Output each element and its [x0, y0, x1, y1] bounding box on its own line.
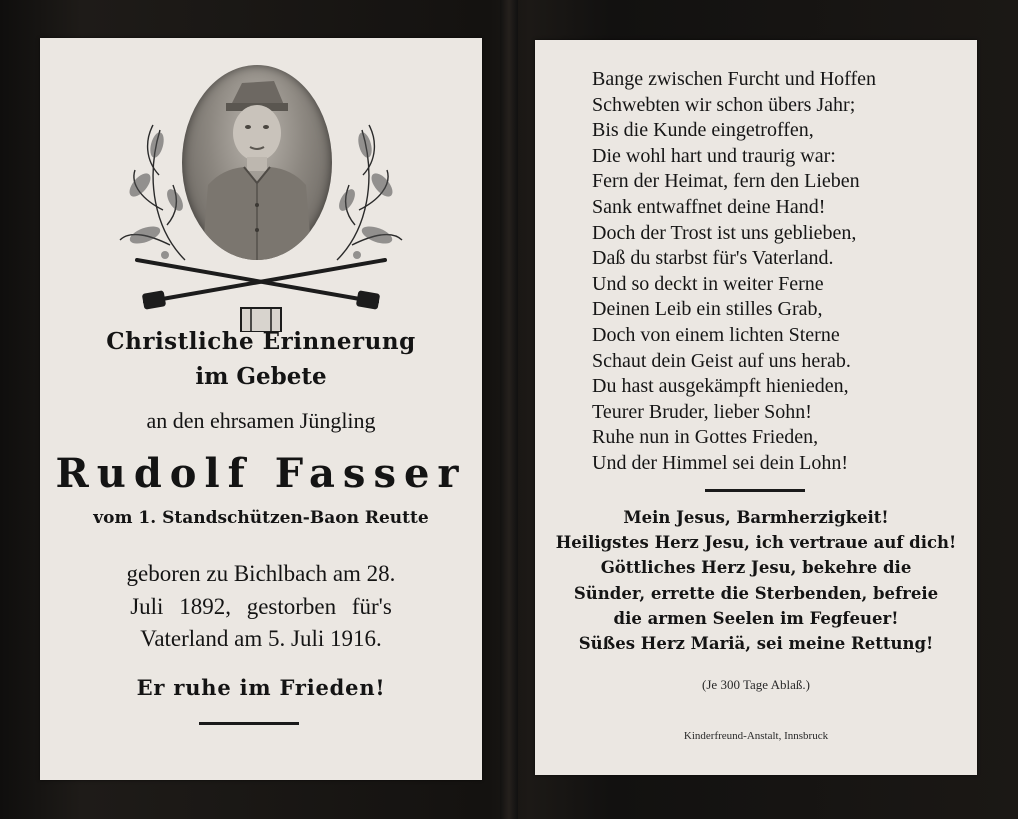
memorial-poem — [592, 67, 972, 477]
prayer-line: Sünder, errette die Sterbenden, befreie — [573, 583, 939, 603]
indulgence-note: (Je 300 Tage Ablaß.) — [702, 677, 810, 692]
poem-line: Doch von einem lichten Sterne — [592, 323, 840, 346]
poem-line: Die wohl hart und traurig war: — [592, 144, 836, 167]
poem-line: Fern der Heimat, fern den Lieben — [592, 170, 860, 193]
birth-death-line-3: Vaterland am 5. Juli 1916. — [140, 626, 382, 651]
poem-line: Daß du starbst für's Vaterland. — [592, 247, 834, 270]
prayer-line: Heiligstes Herz Jesu, ich vertraue auf dich! — [555, 533, 957, 553]
intro-text: an den ehrsamen Jüngling — [146, 408, 376, 433]
poem-line: Du hast ausgekämpft hienieden, — [592, 375, 849, 398]
soldier-portrait-icon — [182, 65, 332, 260]
title-line-2: im Gebete — [195, 363, 327, 390]
poem-line: Sank entwaffnet deine Hand! — [592, 195, 826, 218]
prayer-list — [535, 505, 977, 656]
military-unit: vom 1. Standschützen-Baon Reutte — [93, 508, 429, 528]
prayer-line: Göttliches Herz Jesu, bekehre die — [600, 558, 912, 578]
poem-line: Teurer Bruder, lieber Sohn! — [592, 400, 812, 423]
deceased-name: Rudolf Fasser — [55, 450, 467, 497]
title-line-1: Christliche Erinnerung — [106, 328, 416, 355]
memorial-card-back — [535, 40, 977, 775]
poem-line: Ruhe nun in Gottes Frieden, — [592, 426, 819, 449]
poem-line: Und so deckt in weiter Ferne — [592, 272, 824, 295]
divider-left — [199, 722, 299, 725]
poem-line: Bis die Kunde eingetroffen, — [592, 119, 814, 142]
poem-line: Schwebten wir schon übers Jahr; — [592, 93, 856, 116]
poem-line: Deinen Leib ein stilles Grab, — [592, 298, 823, 321]
rest-in-peace: Er ruhe im Frieden! — [136, 675, 386, 700]
memorial-card-front — [40, 38, 482, 780]
poem-line: Doch der Trost ist uns geblieben, — [592, 221, 857, 244]
birth-death-line-1: geboren zu Bichlbach am 28. — [126, 561, 396, 586]
prayer-line: Süßes Herz Mariä, sei meine Rettung! — [578, 633, 934, 653]
prayer-line: Mein Jesus, Barmherzigkeit! — [623, 508, 889, 527]
prayer-line: die armen Seelen im Fegfeuer! — [613, 608, 899, 628]
birth-death-line-2: Juli 1892, gestorben für's — [130, 594, 392, 619]
poem-line: Schaut dein Geist auf uns herab. — [592, 349, 851, 372]
printer-credit: Kinderfreund-Anstalt, Innsbruck — [683, 730, 829, 742]
portrait-with-wreath — [115, 60, 407, 332]
poem-line: Und der Himmel sei dein Lohn! — [592, 451, 849, 474]
divider-right — [705, 489, 805, 492]
poem-line: Bange zwischen Furcht und Hoffen — [592, 68, 877, 90]
card-fold — [500, 0, 518, 819]
